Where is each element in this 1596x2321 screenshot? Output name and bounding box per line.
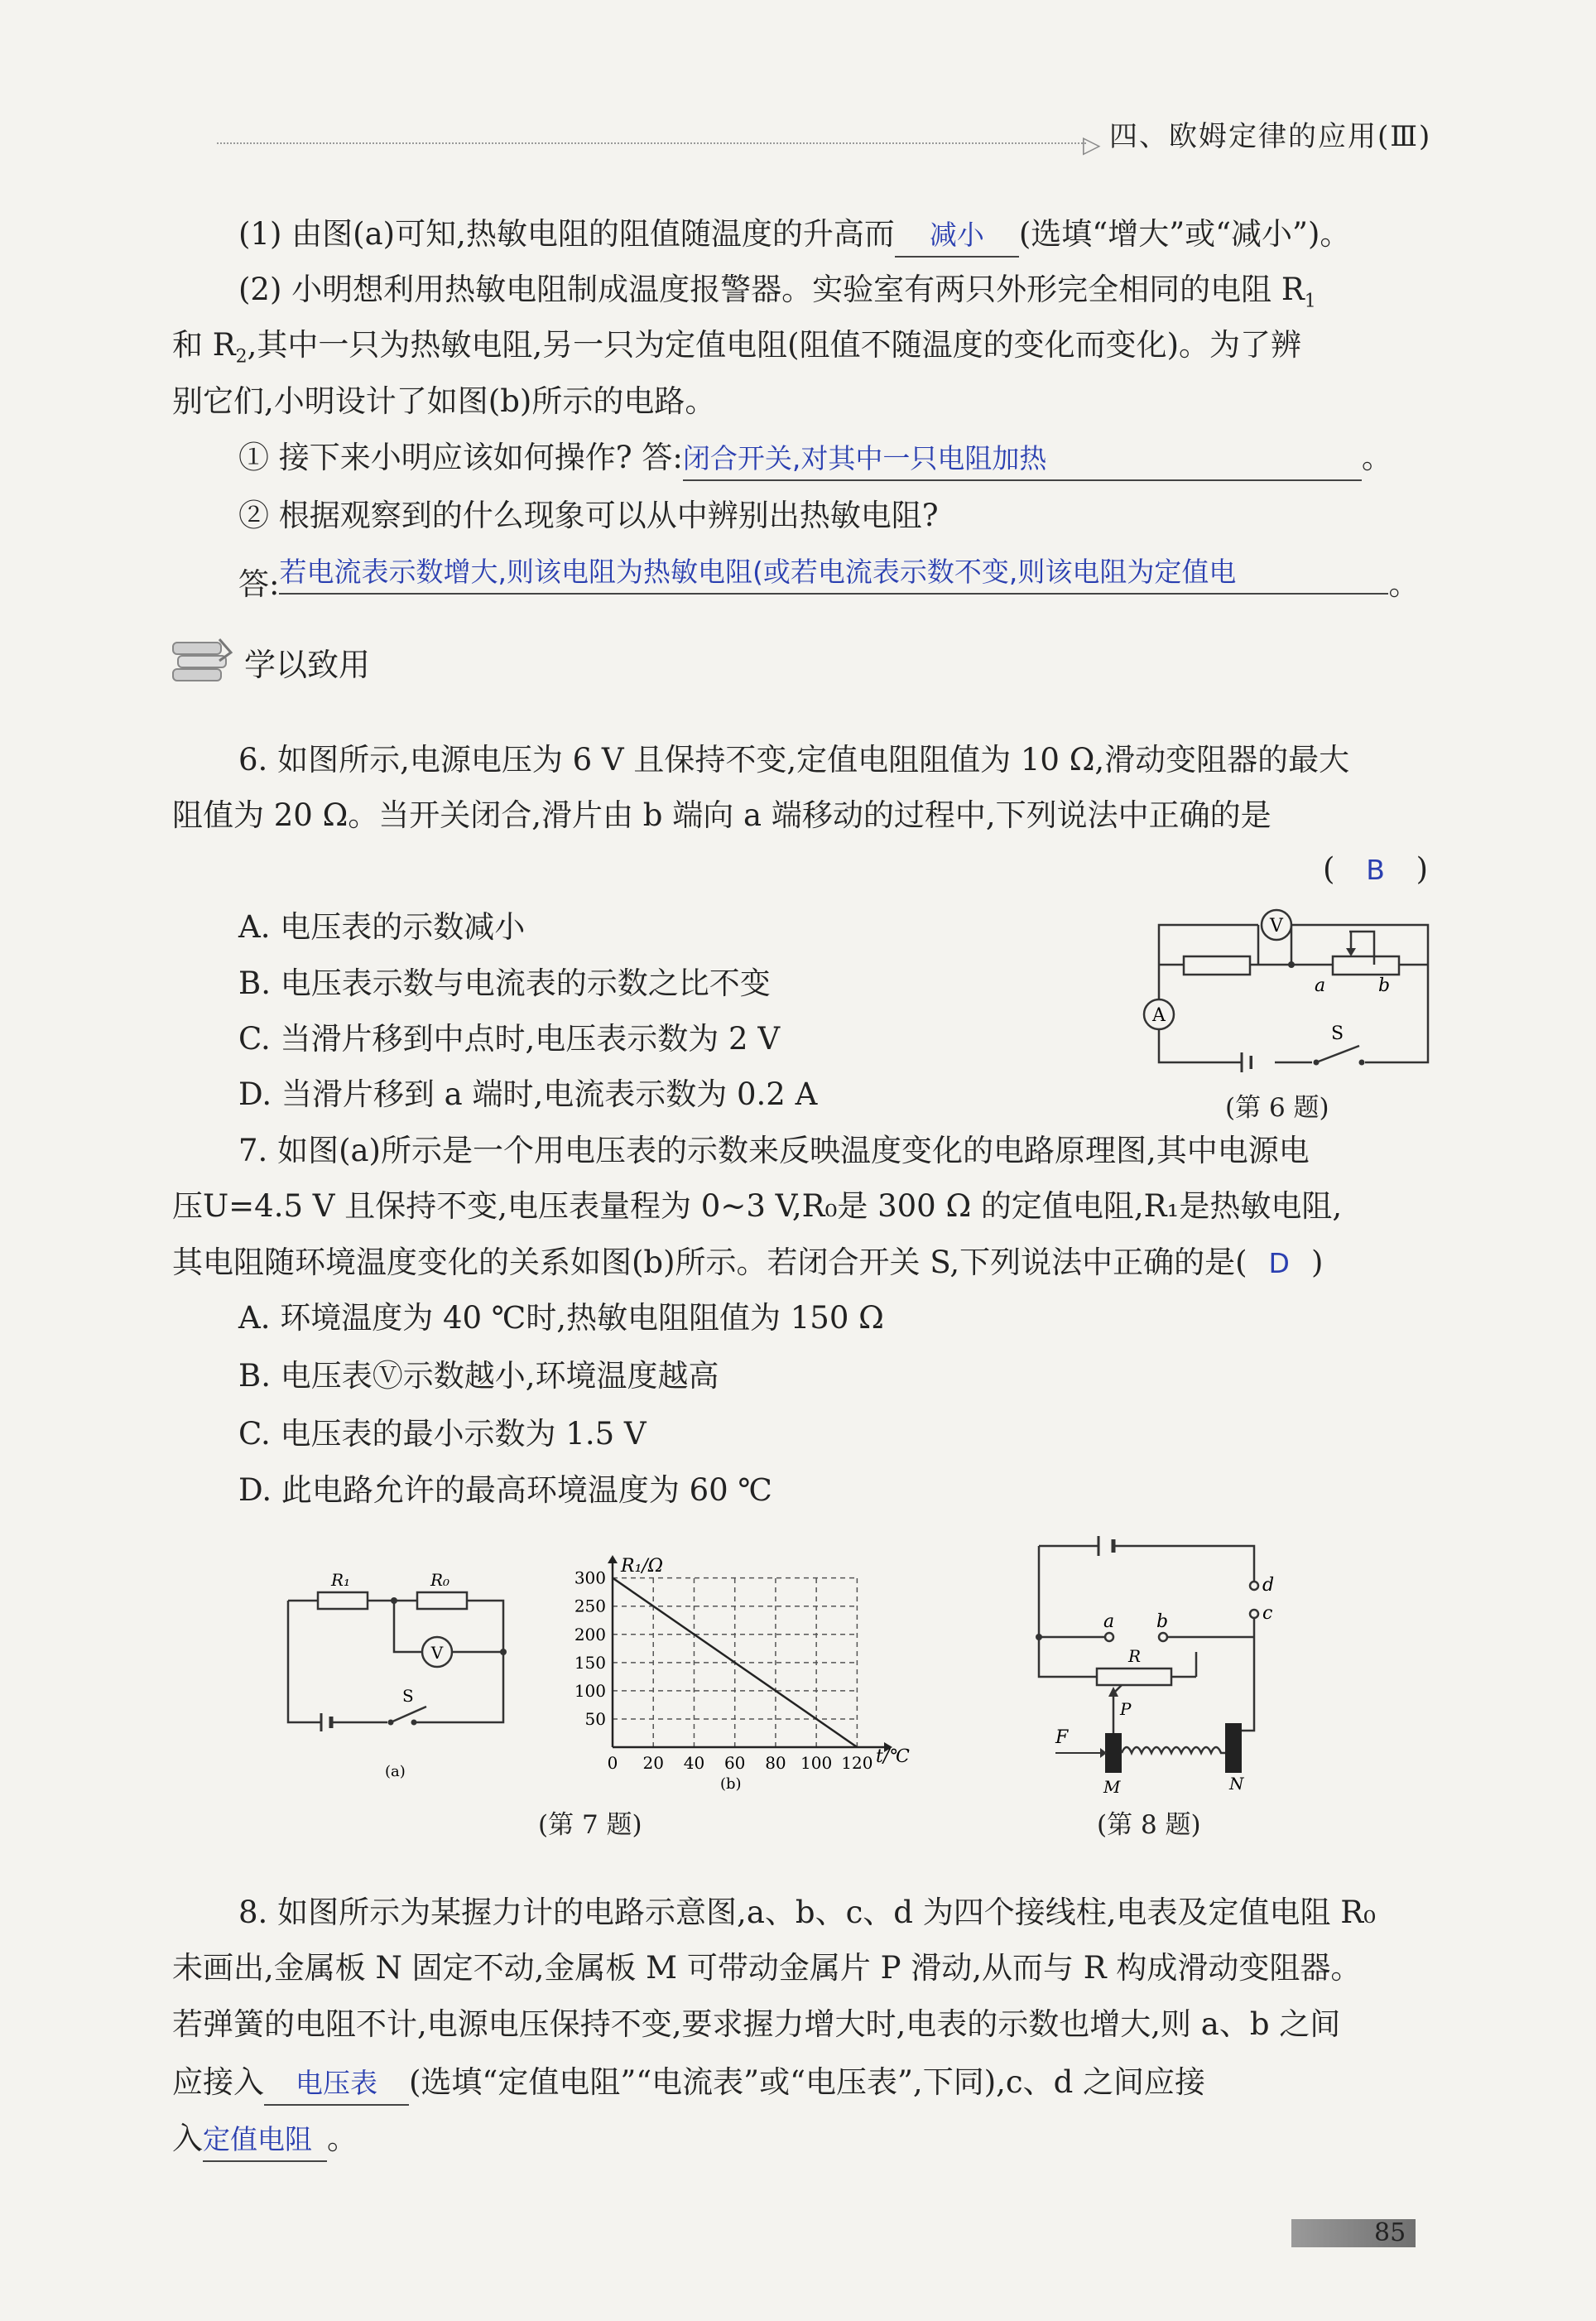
q8-slider-label: P [1120,1699,1132,1719]
q7a-r0-label: R₀ [430,1570,450,1590]
q7a-switch-label: S [402,1686,414,1706]
q7a-r0 [417,1592,467,1609]
q8-line2: 未画出,金属板 N 固定不动,金属板 M 可带动金属片 P 滑动,从而与 R 构成滑动变阻器。 [172,1950,1362,1986]
q8-line5-end: 。 [327,2121,358,2156]
q1-line [238,214,1350,258]
q8-line4-prefix: 应接入 [172,2064,264,2100]
q8-resistor-r [1097,1669,1171,1685]
q7-line3-text: 其电阻随环境温度变化的关系如图(b)所示。若闭合开关 S,下列说法中正确的是( [172,1245,1247,1280]
q2-line1: (2) 小明想利用热敏电阻制成温度报警器。实验室有两只外形完全相同的电阻 $R_1$ [238,272,1316,312]
q6-answer-paren [1323,849,1428,891]
q8-circuit-diagram [1031,1536,1304,1793]
sub1-line [238,437,1392,481]
q6-option-c: C. 当滑片移到中点时,电压表示数为 2 V [238,1021,781,1057]
q6-rheostat [1333,956,1399,975]
y-tick-label: 150 [574,1652,606,1673]
page-number: 85 [1374,2218,1406,2247]
q2-line3: 别它们,小明设计了如图(b)所示的电路。 [172,383,716,419]
q6-option-a: A. 电压表的示数减小 [238,909,526,945]
q8-resistor-label: R [1128,1646,1142,1666]
q1-suffix: (选填“增大”或“减小”)。 [1018,216,1351,252]
q8-terminal-b: b [1156,1611,1169,1632]
sub2-prefix: 答: [238,566,280,602]
q7a-sublabel: (a) [385,1763,406,1780]
q7-option-c: C. 电压表的最小示数为 1.5 V [238,1416,647,1452]
sub1-answer: 闭合开关,对其中一只电阻加热 [682,442,1047,474]
q7a-r1 [318,1592,368,1609]
q6-battery [1242,1052,1252,1072]
q7-resistance-temperature-chart [546,1540,919,1805]
q8-line5 [172,2118,358,2162]
sub1-answer-blank[interactable] [683,437,1362,481]
q2-line2: 和 $R_2$,其中一只为热敏电阻,另一只为定值电阻(阻值不随温度的变化而变化)。为了辨 [172,327,1302,368]
q8-plate-n [1225,1723,1242,1773]
q7-line1: 7. 如图(a)所示是一个用电压表的示数来反映温度变化的电路原理图,其中电源电 [238,1133,1310,1168]
q7a-battery [321,1713,331,1731]
q8-terminal-d: d [1262,1575,1275,1596]
q7a-r1-label: R₁ [331,1570,351,1590]
x-tick-label: 40 [683,1753,705,1773]
q8-answer2-blank[interactable] [203,2118,327,2162]
x-tick-label: 0 [607,1753,618,1773]
q8-answer1: 电压表 [296,2067,377,2099]
q2-line1-text: (2) 小明想利用热敏电阻制成温度报警器。实验室有两只外形完全相同的电阻 R [238,272,1305,307]
q1-answer-blank[interactable] [895,214,1019,258]
q6-switch-label: S [1331,1023,1344,1044]
y-tick-label: 100 [574,1680,606,1701]
q8-line4-suffix: (选填“定值电阻”“电流表”或“电压表”,下同),c、d 之间应接 [409,2064,1206,2100]
q8-line3: 若弹簧的电阻不计,电源电压保持不变,要求握力增大时,电表的示数也增大,则 a、b 之间 [172,2006,1341,2042]
q7b-sublabel: (b) [720,1775,742,1793]
sub2-line [238,551,1419,605]
q7-paren-close: ) [1310,1245,1324,1280]
q7-option-d: D. 此电路允许的最高环境温度为 60 ℃ [238,1472,772,1508]
q8-plate-m [1105,1733,1122,1773]
section-title: 学以致用 [244,647,371,683]
q6-answer: B [1366,854,1385,886]
q2-line2-text: 和 R [172,327,236,363]
q8-line5-prefix: 入 [172,2121,203,2156]
chart-xlabel: t/℃ [876,1746,910,1767]
q6-fixed-resistor [1184,956,1250,975]
y-tick-label: 200 [574,1624,606,1644]
q7-caption: (第 7 题) [538,1810,642,1840]
q8-battery [1098,1536,1113,1556]
x-tick-label: 20 [642,1753,664,1773]
q6-switch [1312,1046,1365,1069]
q6-ammeter-label: A [1152,1005,1166,1026]
q8-answer1-blank[interactable] [264,2062,409,2106]
q6-option-d: D. 当滑片移到 a 端时,电流表示数为 0.2 A [238,1076,818,1112]
q7-circuit-diagram-a [281,1569,522,1784]
q6-paren-open: ( [1323,851,1335,887]
q8-line1: 8. 如图所示为某握力计的电路示意图,a、b、c、d 为四个接线柱,电表及定值电阻 R₀ [238,1895,1376,1930]
q8-plate-n-label: N [1229,1774,1244,1793]
q8-answer2: 定值电阻 [203,2123,312,2155]
q7-option-b: B. 电压表Ⓥ示数越小,环境温度越高 [238,1358,719,1394]
q8-terminal-a: a [1103,1611,1115,1632]
y-tick-label: 50 [584,1708,606,1729]
q2-line2b-text: ,其中一只为热敏电阻,另一只为定值电阻(阻值不随温度的变化而变化)。为了辨 [247,327,1302,363]
y-tick-label: 250 [574,1596,606,1616]
chart-axes [608,1555,892,1752]
sub2-answer-blank[interactable] [279,551,1388,595]
q6-line1: 6. 如图所示,电源电压为 6 V 且保持不变,定值电阻阻值为 10 Ω,滑动变阻器的最大 [238,742,1350,778]
q6-option-b: B. 电压表示数与电流表的示数之比不变 [238,965,771,1001]
q1-answer: 减小 [929,219,984,251]
q8-force-label: F [1055,1727,1069,1748]
q6-terminal-a: a [1315,975,1326,996]
q8-plate-m-label: M [1103,1777,1121,1793]
x-tick-label: 80 [765,1753,786,1773]
sub1-end: 。 [1361,440,1392,475]
q6-voltmeter-label: V [1270,916,1283,937]
chart-ticks [574,1568,873,1773]
q6-circuit-diagram [1142,898,1440,1081]
q7-line2: 压U=4.5 V 且保持不变,电压表量程为 0~3 V,R₀是 300 Ω 的定值电阻,R₁是热敏电阻, [172,1188,1343,1224]
sub2-question: ② 根据观察到的什么现象可以从中辨别出热敏电阻? [238,498,939,533]
header-rule [217,142,1086,144]
x-tick-label: 120 [841,1753,873,1773]
q6-caption: (第 6 题) [1225,1093,1329,1123]
q7-line3 [172,1242,1323,1284]
q7-answer: D [1268,1247,1290,1279]
q6-terminal-b: b [1378,975,1391,996]
header-arrow: ▷ [1083,131,1101,158]
y-axis-arrow [608,1555,618,1563]
header-title: 四、欧姆定律的应用(Ⅲ) [1109,120,1432,153]
q6-paren-close: ) [1416,851,1429,887]
q8-line4 [172,2062,1205,2106]
section-icon [170,636,233,694]
q7a-voltmeter-label: V [430,1643,444,1663]
sub2-answer: 若电流表示数增大,则该电阻为热敏电阻(或若电流表示数不变,则该电阻为定值电 [279,556,1237,588]
y-tick-label: 300 [574,1567,606,1588]
sub2-end: 。 [1388,566,1420,602]
q8-caption: (第 8 题) [1097,1810,1201,1840]
chart-ylabel: R₁/Ω [621,1556,664,1577]
q8-terminal-c: c [1262,1603,1273,1624]
x-tick-label: 60 [723,1753,746,1773]
x-tick-label: 100 [800,1753,833,1773]
q7-option-a: A. 环境温度为 40 ℃时,热敏电阻阻值为 150 Ω [238,1300,884,1336]
q6-line2: 阻值为 20 Ω。当开关闭合,滑片由 b 端向 a 端移动的过程中,下列说法中正确的是 [172,797,1272,833]
q1-prefix: (1) 由图(a)可知,热敏电阻的阻值随温度的升高而 [238,216,895,252]
q8-spring [1122,1747,1225,1753]
sub1-prefix: ① 接下来小明应该如何操作? 答: [238,440,683,475]
